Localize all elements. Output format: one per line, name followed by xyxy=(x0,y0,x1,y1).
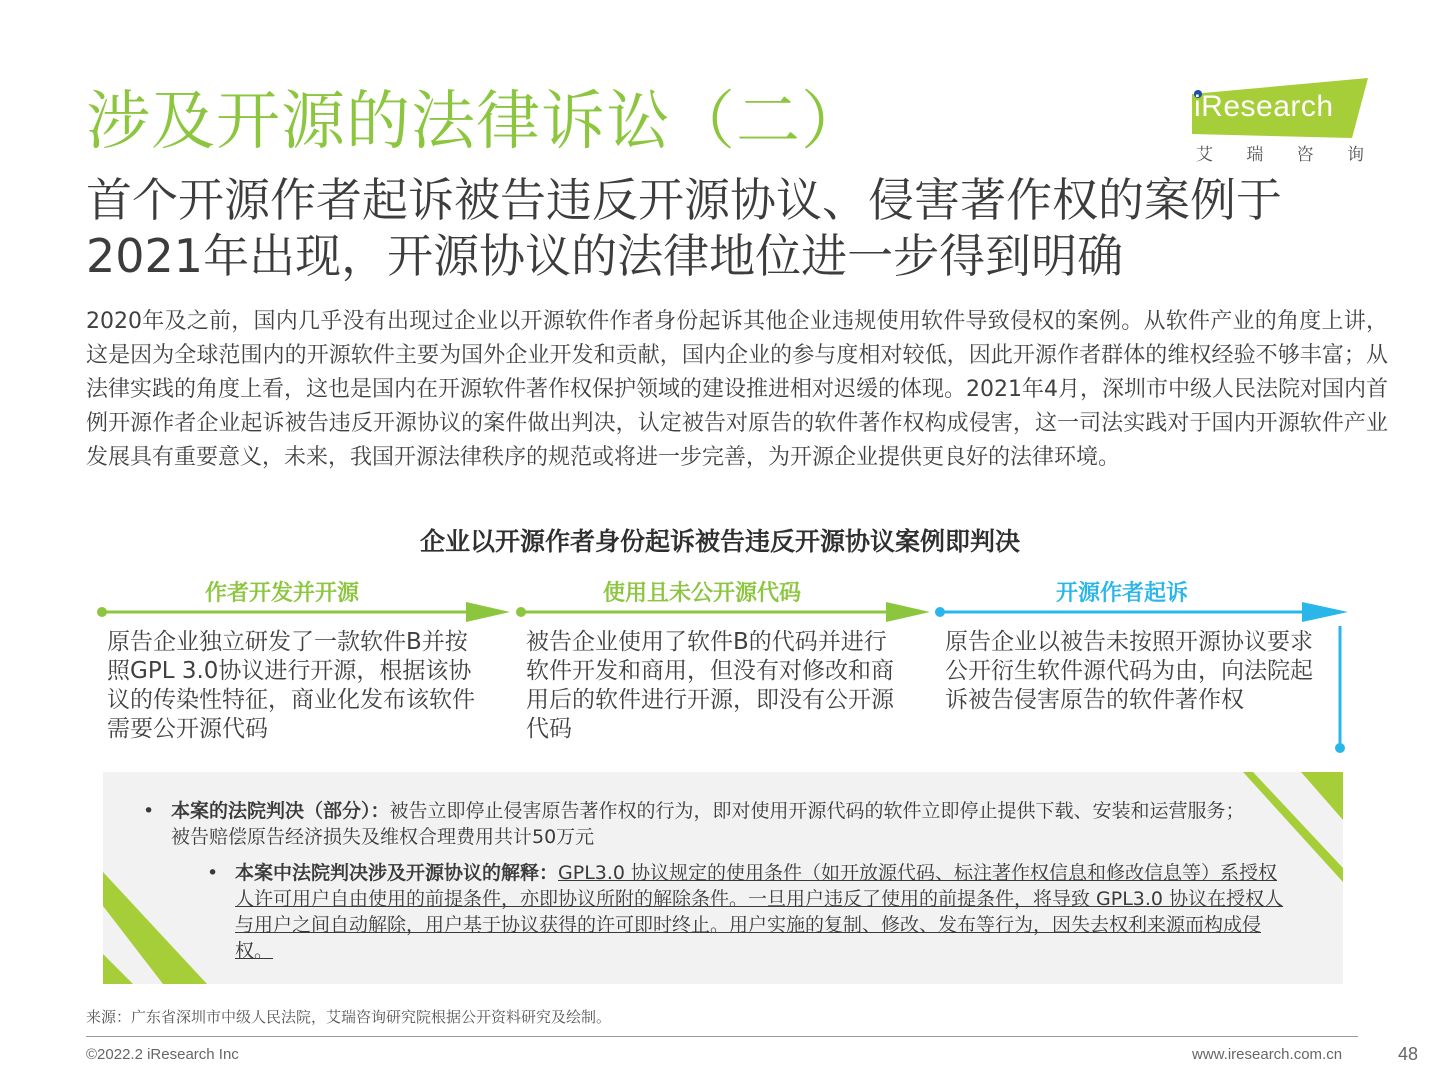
logo-cn-char: 瑞 xyxy=(1246,145,1264,165)
page-number: 48 xyxy=(1398,1044,1419,1064)
logo-chinese-name xyxy=(1190,140,1370,165)
judgement-item-1-text: 被告立即停止侵害原告著作权的行为，即对使用开源代码的软件立即停止提供下载、安装和运营服务；被告赔偿原告经济损失及维权合理费用共计50万元 xyxy=(171,800,1245,848)
logo-cn-char: 艾 xyxy=(1196,145,1213,165)
judgement-item-2 xyxy=(207,860,1287,964)
footer-divider xyxy=(86,1036,1358,1037)
judgement-item-1 xyxy=(143,798,1263,850)
intro-paragraph: 2020年及之前，国内几乎没有出现过企业以开源软件作者身份起诉其他企业违规使用软件导致侵权的案例。从软件产业的角度上讲，这是因为全球范围内的开源软件主要为国外企业开发和贡献，国内企业的参与度相对较低，因此开源作者群体的维权经验不够丰富；从法律实践的角度上看，这也是国内在开源软件著作权保护领域的建设推进相对迟缓的体现。2021年4月，深圳市中级人民法院对国内首例开源作者企业起诉被告违反开源协议的案件做出判决，认定被告对原告的软件著作权构成侵害，这一司法实践对于国内开源软件产业发展具有重要意义，未来，我国开源法律秩序的规范或将进一步完善，为开源企业提供更良好的法律环境。 xyxy=(86,309,1388,470)
step-1-arrow xyxy=(97,602,510,622)
website-link[interactable]: www.iresearch.com.cn xyxy=(1192,1046,1343,1063)
judgement-item-2-text: GPL3.0 协议规定的使用条件（如开放源代码、标注著作权信息和修改信息等）系授权人许可用户自由使用的前提条件，亦即协议所附的解除条件。一旦用户违反了使用的前提条件，将导致 GPL3.0 协议在授权人与用户之间自动解除，用户基于协议获得的许可即时终止。用户实施的复制、修改、发布等行为，因失去权利来源而构成侵权。 xyxy=(235,862,1284,962)
judgement-item-2-content xyxy=(235,860,1287,964)
judgement-item-1-label: 本案的法院判决（部分）： xyxy=(171,800,390,822)
bullet-dot: • xyxy=(143,800,155,822)
page-subtitle: 首个开源作者起诉被告违反开源协议、侵害著作权的案例于2021年出现，开源协议的法律地位进一步得到明确 xyxy=(86,173,1282,283)
logo-cn-char: 询 xyxy=(1346,145,1364,165)
judgement-item-1-content xyxy=(171,798,1263,850)
step-1-label: 作者开发并开源 xyxy=(204,581,359,606)
step-2-arrow xyxy=(516,602,930,622)
step-3-label: 开源作者起诉 xyxy=(1055,581,1188,606)
diagram-title: 企业以开源作者身份起诉被告违反开源协议案例即判决 xyxy=(419,527,1020,556)
step-3-description: 原告企业以被告未按照开源协议要求公开衍生软件源代码为由，向法院起诉被告侵害原告的软件著作权 xyxy=(945,629,1313,713)
step-2-description: 被告企业使用了软件B的代码并进行软件开发和商用，但没有对修改和商用后的软件进行开源，即没有公开源代码 xyxy=(526,629,894,742)
logo-cn-char: 咨 xyxy=(1296,145,1314,165)
source-note: 来源：广东省深圳市中级人民法院，艾瑞咨询研究院根据公开资料研究及绘制。 xyxy=(86,1008,612,1026)
page-title: 涉及开源的法律诉讼（二） xyxy=(86,85,866,159)
logo-wordmark: iResearch xyxy=(1194,90,1334,123)
copyright: ©2022.2 iResearch Inc xyxy=(86,1046,239,1063)
judgement-item-2-label: 本案中法院判决涉及开源协议的解释： xyxy=(235,862,559,884)
iresearch-logo xyxy=(1188,78,1370,165)
step-1-description: 原告企业独立研发了一款软件B并按照GPL 3.0协议进行开源，根据该协议的传染性特征，商业化发布该软件需要公开源代码 xyxy=(107,629,475,742)
judgement-panel xyxy=(103,772,1343,984)
bullet-dot: • xyxy=(207,862,219,884)
step-2-label: 使用且未公开源代码 xyxy=(602,581,801,606)
